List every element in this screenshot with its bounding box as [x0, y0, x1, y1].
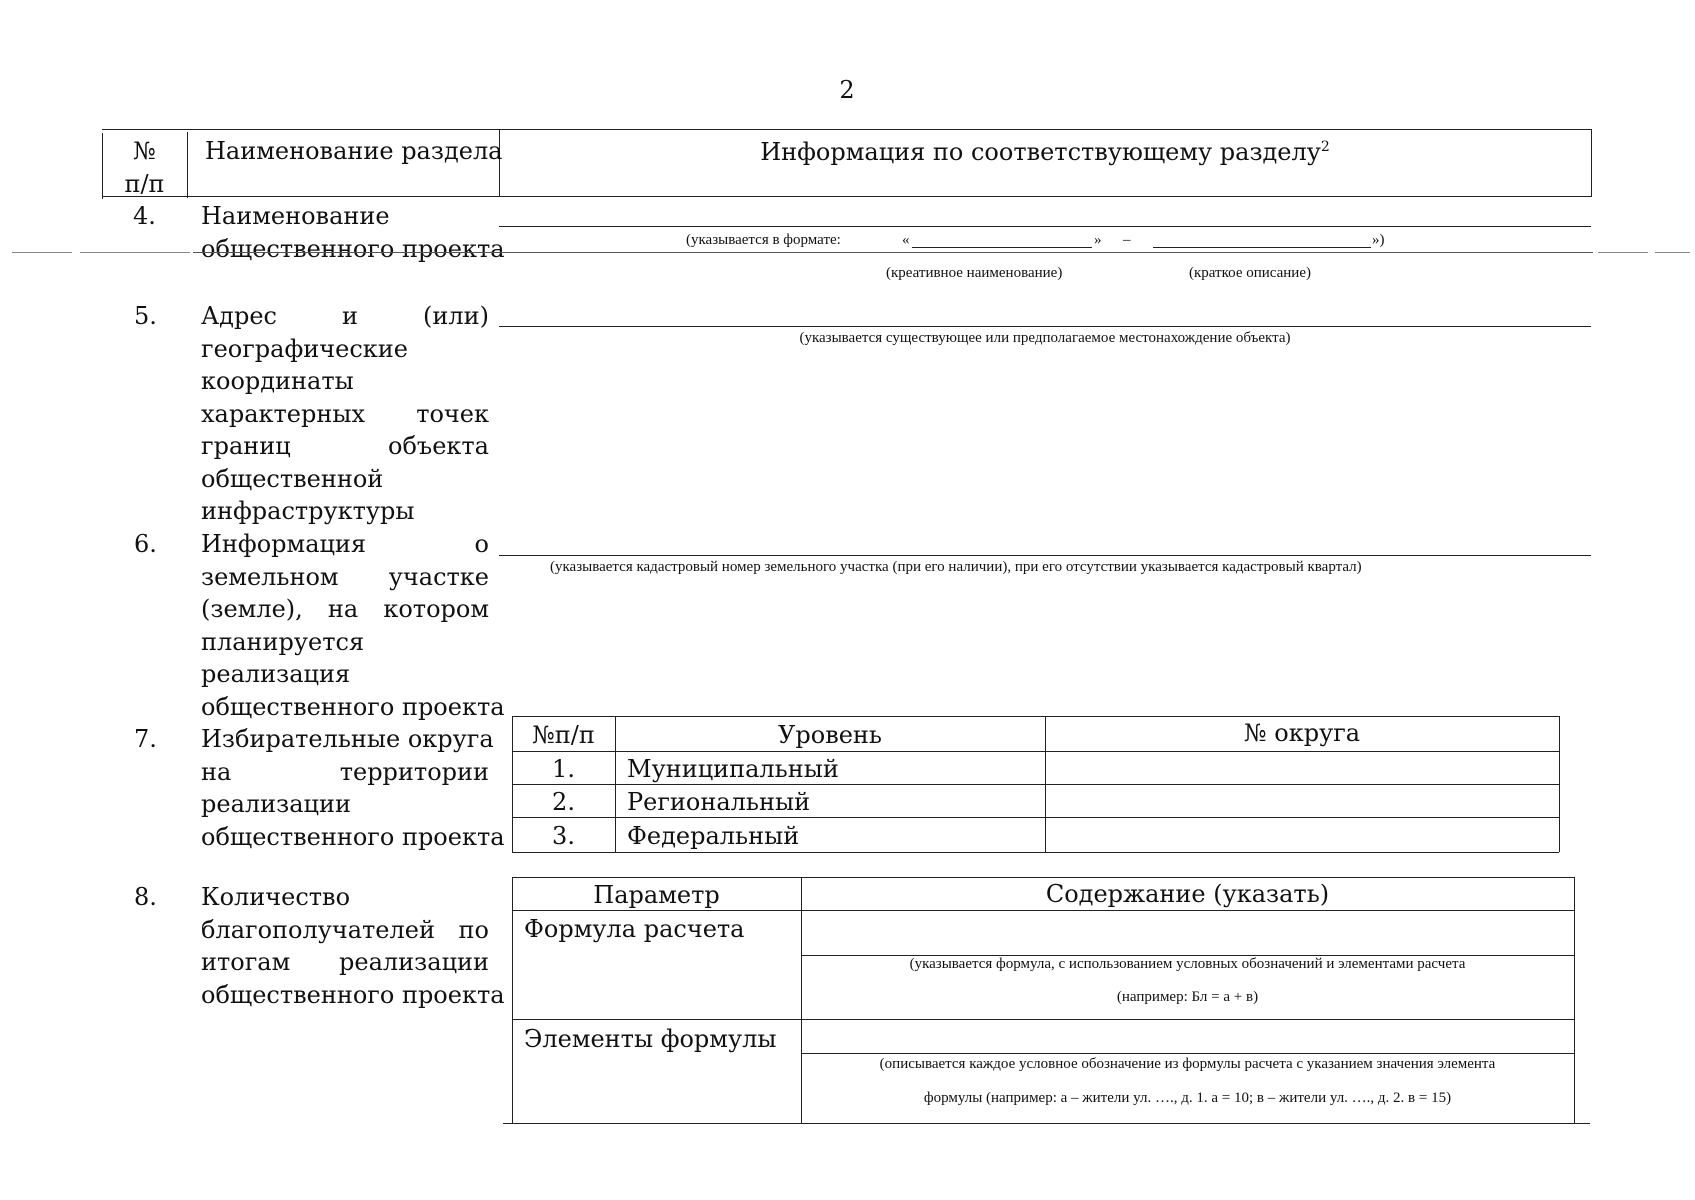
formula-elements-hint-line1: (описывается каждое условное обозначение из формулы расчета с указанием значения элемента [879, 1056, 1496, 1072]
row-7-label-line: общественного проекта [201, 822, 505, 851]
beneficiaries-table-border [801, 1053, 1575, 1054]
scan-artifact-line-right-2 [1655, 252, 1690, 253]
row-4-label-line: общественного проекта [201, 234, 505, 263]
districts-row-num: 1. [552, 755, 575, 783]
row-6-label-line: общественного проекта [201, 692, 505, 721]
row-5-label-line: границ объекта [201, 432, 489, 460]
header-bottom-border [102, 196, 1592, 197]
districts-row-num: 2. [552, 788, 575, 816]
row-7-label-line: на территории [201, 757, 489, 786]
districts-table-border [1559, 716, 1560, 852]
row-5-label-line: Адрес и (или) [201, 302, 489, 330]
row-7-number: 7. [134, 725, 157, 753]
header-col-section: Наименование раздела [205, 137, 503, 165]
row-5-answer-line [499, 326, 1591, 327]
row-8-label-line: Количество [201, 883, 351, 911]
row-5-label-line: географические [201, 334, 408, 363]
formula-elements-hint-line2: формулы (например: а – жители ул. …., д. 1. а = 10; в – жители ул. …., д. 2. в = 15) [923, 1090, 1452, 1106]
footnote-marker: 2 [1320, 139, 1330, 155]
row-6-label [201, 528, 505, 723]
header-col-info-text: Информация по соответствующему разделу [760, 138, 1321, 166]
row-4-label-line: Наименование [201, 202, 390, 230]
beneficiaries-table-border [512, 877, 513, 1123]
row-5-label [201, 300, 489, 528]
districts-header-level: Уровень [778, 721, 882, 749]
row-5-number: 5. [134, 302, 157, 330]
row-8-label-line: общественного проекта [201, 980, 505, 1009]
row-7-label [201, 723, 505, 853]
districts-header-num: №п/п [532, 721, 595, 749]
districts-header-district: № округа [1243, 719, 1361, 747]
districts-row-level: Муниципальный [627, 755, 839, 783]
row-8-label [201, 881, 505, 1011]
row-8-label-line: итогам реализации [201, 948, 489, 976]
formula-hint-line2: (например: Бл = а + в) [1116, 989, 1259, 1005]
districts-row-num: 3. [552, 822, 575, 850]
beneficiaries-table-border [503, 1123, 1590, 1124]
row-5-label-line: инфраструктуры [201, 497, 415, 525]
beneficiaries-header-param: Параметр [593, 881, 720, 909]
districts-table-border [512, 852, 1559, 853]
row-6-number: 6. [134, 530, 157, 558]
formula-param-label: Формула расчета [524, 915, 745, 943]
districts-table-border [512, 751, 1559, 752]
page-number: 2 [839, 76, 855, 104]
scan-artifact-line-left [12, 252, 72, 253]
row-4-hint-prefix: (указывается в формате: [686, 232, 841, 248]
districts-row-level: Федеральный [627, 822, 800, 850]
beneficiaries-table-border [1574, 877, 1575, 1123]
row-4-hint-close-quote: » [1094, 232, 1102, 248]
header-right-border [1591, 129, 1592, 196]
row-4-sub-hint-short: (краткое описание) [1189, 265, 1311, 281]
formula-hint-line1: (указывается формула, с использованием условных обозначений и элементами расчета [909, 956, 1466, 972]
header-col-num-line1: № [133, 137, 156, 165]
beneficiaries-table-border [512, 1019, 1575, 1020]
row-6-label-line: Информация о [201, 530, 489, 558]
row-4-number: 4. [133, 202, 156, 230]
row-5-hint: (указывается существующее или предполагаемое местонахождение объекта) [799, 330, 1291, 346]
row-8-number: 8. [134, 883, 157, 911]
row-7-label-line: Избирательные округа [201, 725, 494, 753]
row-4-sub-hint-creative: (креативное наименование) [886, 265, 1063, 281]
header-top-border [102, 129, 1592, 130]
formula-elements-param-label: Элементы формулы [524, 1025, 777, 1053]
row-6-label-line: планируется [201, 627, 365, 656]
header-col-info [499, 131, 1591, 168]
row-5-label-line: характерных точек [201, 399, 489, 428]
row-4-hint-end: ») [1372, 232, 1385, 248]
header-divider-1 [187, 132, 188, 198]
districts-row-level: Региональный [627, 788, 811, 816]
row-6-hint: (указывается кадастровый номер земельного участка (при его наличии), при его отсутствии указывается кадастровый квартал) [550, 559, 1362, 575]
row-6-label-line: земельном участке [201, 562, 489, 591]
row-4-short-desc-blank [1153, 247, 1371, 248]
row-6-label-line: реализация [201, 660, 351, 688]
row-4-bottom-line [193, 252, 1593, 253]
row-8-label-line: благополучателей по [201, 915, 489, 944]
row-4-hint-dash: – [1123, 232, 1131, 248]
row-5-label-line: координаты [201, 367, 354, 395]
row-6-answer-line [499, 555, 1591, 556]
beneficiaries-header-content: Содержание (указать) [1045, 880, 1330, 908]
row-4-answer-line [499, 226, 1591, 227]
row-4-label [201, 200, 505, 265]
row-4-creative-name-blank [912, 247, 1092, 248]
scan-artifact-line-left-2 [80, 252, 190, 253]
row-7-label-line: реализации [201, 790, 351, 818]
scan-artifact-line-right [1598, 252, 1648, 253]
row-4-hint-open-quote: « [902, 232, 910, 248]
header-col-num-line2: п/п [124, 170, 165, 198]
row-5-label-line: общественной [201, 464, 384, 493]
row-6-label-line: (земле), на котором [201, 595, 489, 623]
